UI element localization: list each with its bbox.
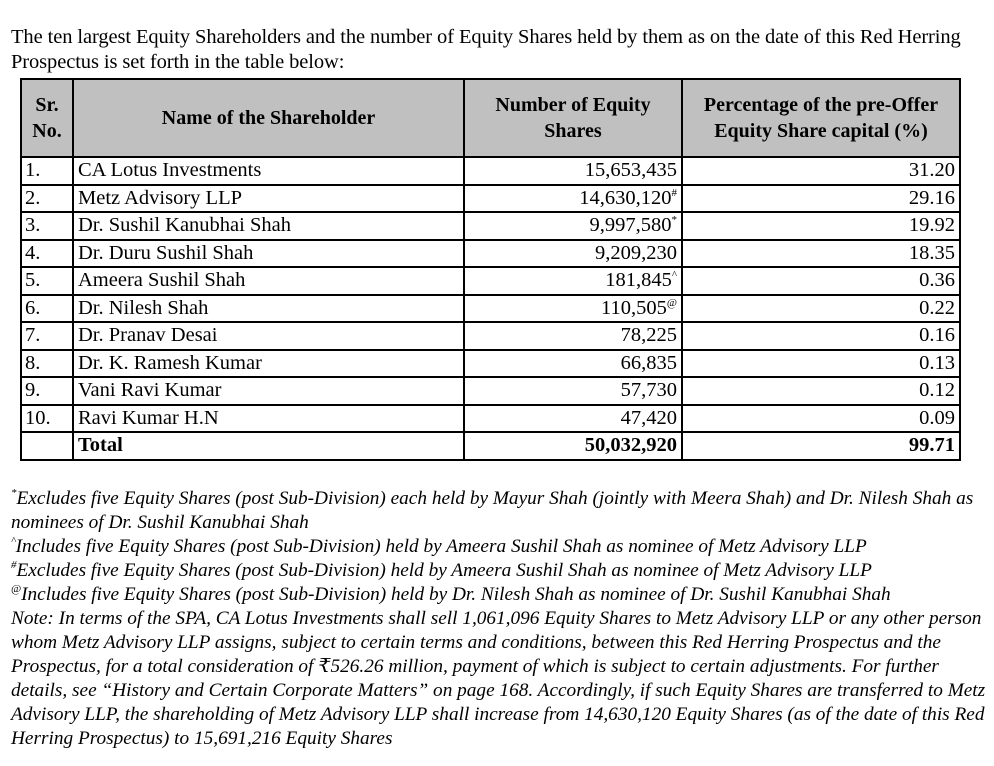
footnote-text: Includes five Equity Shares (post Sub-Division) held by Dr. Nilesh Shah as nominee of Dr. Sushil Kanubhai Shah bbox=[21, 584, 891, 605]
note-paragraph: Note: In terms of the SPA, CA Lotus Investments shall sell 1,061,096 Equity Shares to Metz Advisory LLP or any other person whom Metz Advisory LLP assigns, subject to certain terms and conditions, between this Red Herring Prospectus and the Prospectus, for a total consideration of ₹526.26 million, payment of which is subject to certain adjustments. For further details, see “History and Certain Corporate Matters” on page 168. Accordingly, if such Equity Shares are transferred to Metz Advisory LLP, the shareholding of Metz Advisory LLP shall increase from 14,630,120 Equity Shares (as of the date of this Red Herring Prospectus) to 15,691,216 Equity Shares bbox=[11, 608, 986, 749]
percentage-cell: 18.35 bbox=[682, 240, 960, 268]
total-row bbox=[21, 432, 960, 460]
sr-no-cell: 2. bbox=[21, 185, 73, 213]
intro-paragraph: The ten largest Equity Shareholders and the number of Equity Shares held by them as on the date of this Red Herring Prospectus is set forth in the table below: bbox=[11, 25, 961, 73]
total-percentage: 99.71 bbox=[682, 432, 960, 460]
shares-cell bbox=[464, 212, 682, 240]
table-row bbox=[21, 350, 960, 378]
footnotes bbox=[11, 487, 991, 751]
sr-no-cell: 7. bbox=[21, 322, 73, 350]
total-sr-cell bbox=[21, 432, 73, 460]
footnote bbox=[11, 559, 991, 583]
shares-value: 66,835 bbox=[620, 351, 677, 374]
shares-cell bbox=[464, 267, 682, 295]
percentage-cell: 0.22 bbox=[682, 295, 960, 323]
shares-cell bbox=[464, 377, 682, 405]
header-sr-no: Sr. No. bbox=[21, 79, 73, 157]
header-name: Name of the Shareholder bbox=[73, 79, 464, 157]
header-shares: Number of Equity Shares bbox=[464, 79, 682, 157]
footnote-marker: * bbox=[11, 487, 17, 499]
sr-no-cell: 6. bbox=[21, 295, 73, 323]
shareholder-name-cell: Vani Ravi Kumar bbox=[73, 377, 464, 405]
table-row bbox=[21, 267, 960, 295]
shares-cell bbox=[464, 157, 682, 185]
shares-cell bbox=[464, 240, 682, 268]
shareholder-name-cell: Dr. Sushil Kanubhai Shah bbox=[73, 212, 464, 240]
shares-value: 14,630,120 bbox=[579, 186, 672, 209]
percentage-cell: 0.09 bbox=[682, 405, 960, 433]
table-row bbox=[21, 322, 960, 350]
table-header-row bbox=[21, 79, 960, 157]
percentage-cell: 19.92 bbox=[682, 212, 960, 240]
table-row bbox=[21, 212, 960, 240]
table-row bbox=[21, 295, 960, 323]
shares-value: 181,845 bbox=[605, 269, 672, 291]
shares-cell bbox=[464, 185, 682, 213]
sr-no-cell: 4. bbox=[21, 240, 73, 268]
table-row bbox=[21, 405, 960, 433]
total-shares: 50,032,920 bbox=[464, 432, 682, 460]
shares-cell bbox=[464, 295, 682, 323]
shareholders-table bbox=[20, 78, 961, 461]
shareholder-name-cell: Ameera Sushil Shah bbox=[73, 267, 464, 295]
sr-no-cell: 9. bbox=[21, 377, 73, 405]
footnote bbox=[11, 583, 991, 607]
footnote-marker: # bbox=[11, 559, 17, 571]
footnote-marker: * bbox=[671, 214, 677, 226]
percentage-cell: 0.36 bbox=[682, 267, 960, 295]
shareholder-name-cell: Dr. K. Ramesh Kumar bbox=[73, 350, 464, 378]
shares-cell bbox=[464, 322, 682, 350]
table-row bbox=[21, 377, 960, 405]
footnote bbox=[11, 535, 991, 559]
table-row bbox=[21, 185, 960, 213]
sr-no-cell: 5. bbox=[21, 267, 73, 295]
table-row bbox=[21, 157, 960, 185]
percentage-cell: 0.12 bbox=[682, 377, 960, 405]
footnote-marker: ^ bbox=[11, 535, 16, 547]
footnote-marker: @ bbox=[666, 296, 677, 309]
shareholder-name-cell: Dr. Nilesh Shah bbox=[73, 295, 464, 323]
shares-cell bbox=[464, 405, 682, 433]
footnote-text: Excludes five Equity Shares (post Sub-Division) held by Ameera Sushil Shah as nominee of Metz Advisory LLP bbox=[16, 560, 872, 581]
header-percentage: Percentage of the pre-Offer Equity Share capital (%) bbox=[682, 79, 960, 157]
footnote bbox=[11, 487, 991, 535]
footnote-marker: @ bbox=[11, 583, 22, 595]
table-row bbox=[21, 240, 960, 268]
footnote-marker: # bbox=[671, 186, 677, 199]
shareholder-name-cell: Ravi Kumar H.N bbox=[73, 405, 464, 433]
footnote-text: Excludes five Equity Shares (post Sub-Division) each held by Mayur Shah (jointly with Meera Shah) and Dr. Nilesh Shah as nominees of Dr. Sushil Kanubhai Shah bbox=[11, 488, 974, 533]
shares-value: 9,209,230 bbox=[595, 241, 677, 264]
percentage-cell: 29.16 bbox=[682, 185, 960, 213]
sr-no-cell: 1. bbox=[21, 157, 73, 185]
shares-value: 9,997,580 bbox=[589, 214, 672, 236]
total-label: Total bbox=[73, 432, 464, 460]
footnote-marker: ^ bbox=[671, 269, 677, 281]
shareholder-name-cell: CA Lotus Investments bbox=[73, 157, 464, 185]
shares-value: 15,653,435 bbox=[584, 159, 677, 181]
percentage-cell: 0.16 bbox=[682, 322, 960, 350]
sr-no-cell: 8. bbox=[21, 350, 73, 378]
percentage-cell: 31.20 bbox=[682, 157, 960, 185]
shares-value: 47,420 bbox=[620, 406, 677, 429]
shares-cell bbox=[464, 350, 682, 378]
shares-value: 78,225 bbox=[620, 324, 677, 346]
footnote-text: Includes five Equity Shares (post Sub-Division) held by Ameera Sushil Shah as nominee of Metz Advisory LLP bbox=[15, 536, 867, 557]
sr-no-cell: 10. bbox=[21, 405, 73, 433]
shares-value: 57,730 bbox=[620, 379, 677, 401]
shares-value: 110,505 bbox=[600, 296, 667, 319]
sr-no-cell: 3. bbox=[21, 212, 73, 240]
percentage-cell: 0.13 bbox=[682, 350, 960, 378]
shareholder-name-cell: Dr. Duru Sushil Shah bbox=[73, 240, 464, 268]
shareholder-name-cell: Dr. Pranav Desai bbox=[73, 322, 464, 350]
shareholder-name-cell: Metz Advisory LLP bbox=[73, 185, 464, 213]
